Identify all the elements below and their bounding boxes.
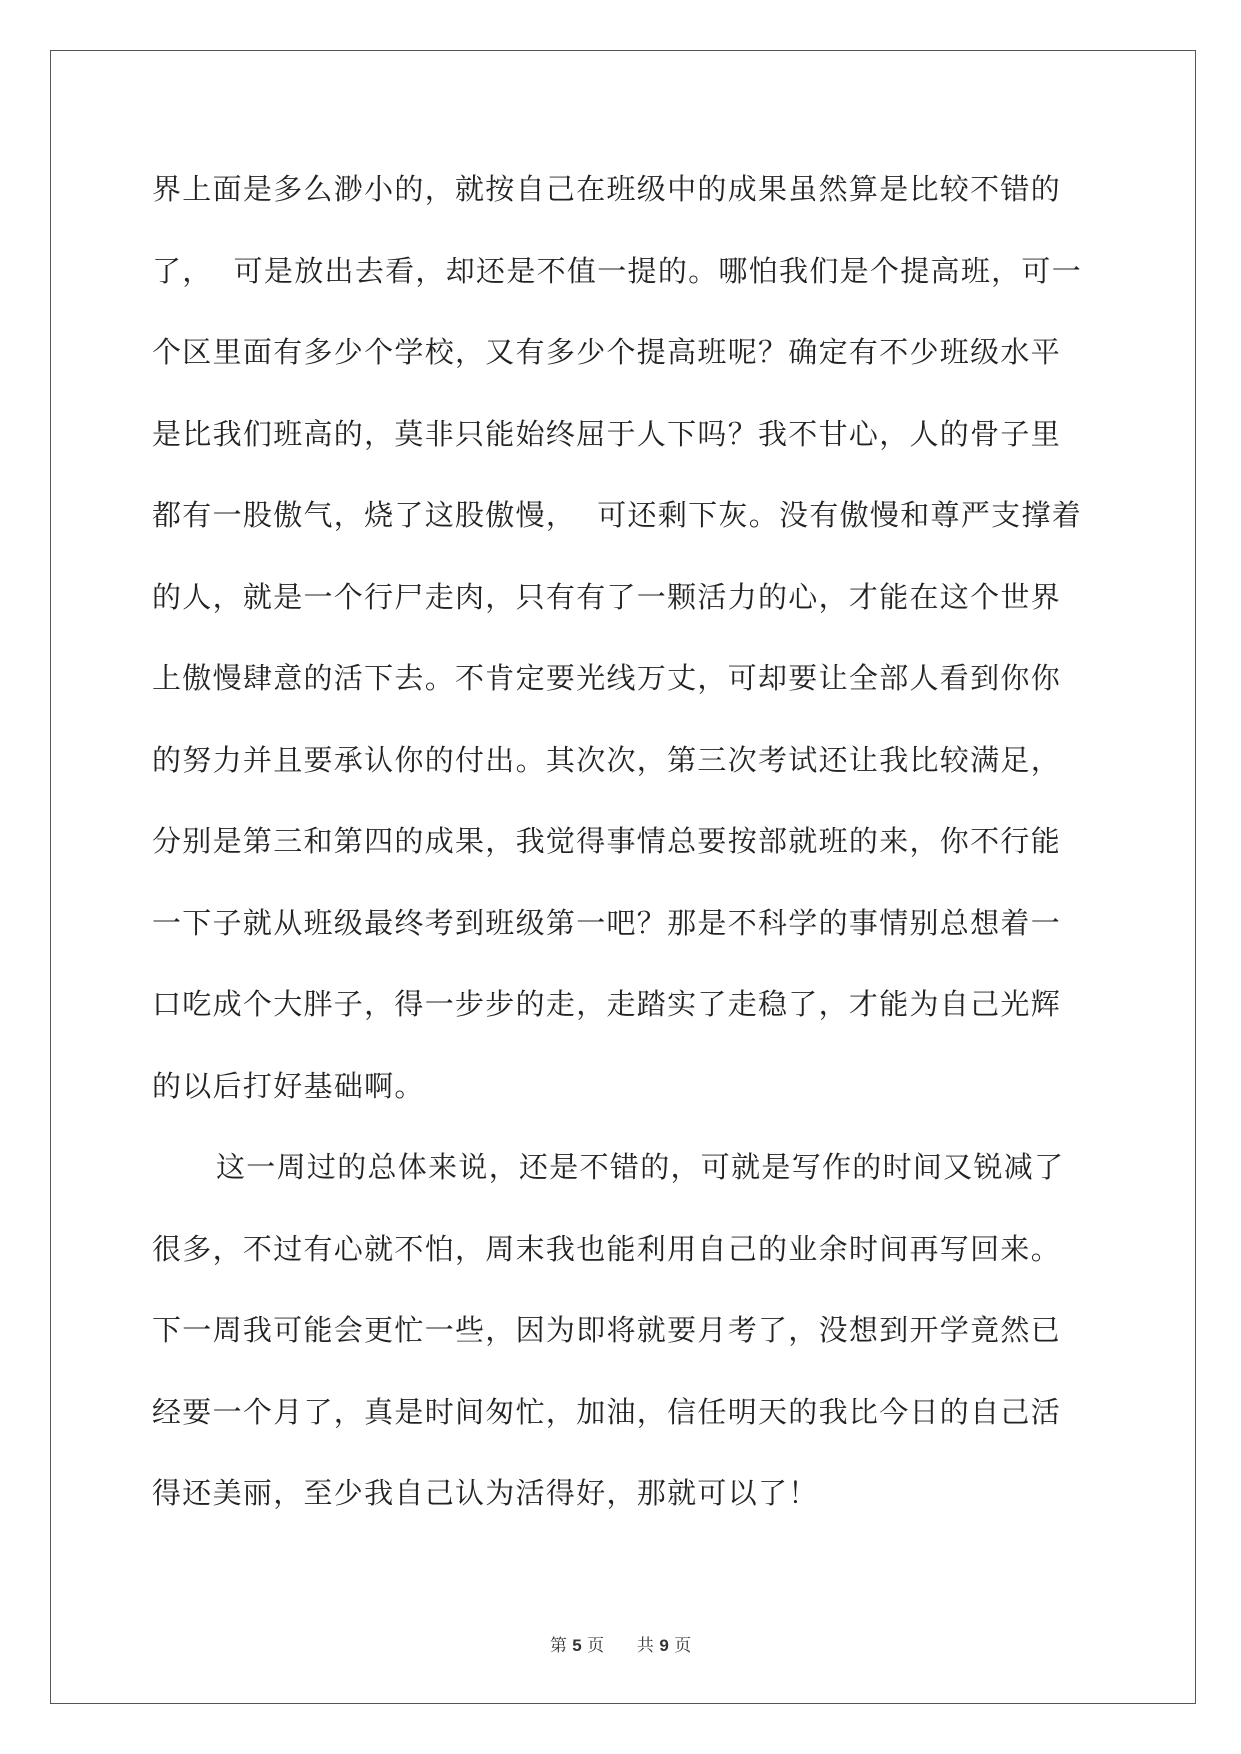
- text-line: 很多，不过有心就不怕，周末我也能利用自己的业余时间再写回来。: [152, 1231, 1062, 1266]
- text-line: 的以后打好基础啊。: [152, 1068, 425, 1103]
- page-prefix: 第: [549, 1636, 567, 1656]
- page-suffix: 页: [587, 1636, 605, 1656]
- text-line: 一下子就从班级最终考到班级第一吧？那是不科学的事情别总想着一: [152, 905, 1062, 940]
- text-line: 得还美丽，至少我自己认为活得好，那就可以了！: [152, 1476, 819, 1510]
- text-line: 是比我们班高的，莫非只能始终屈于人下吗？我不甘心，人的骨子里: [152, 416, 1062, 451]
- total-pages: 9: [659, 1636, 669, 1655]
- text-line: 了， 可是放出去看，却还是不值一提的。哪怕我们是个提高班，可一: [152, 253, 1083, 288]
- paragraph-start-line: 这一周过的总体来说，还是不错的，可就是写作的时间又锐减了: [216, 1150, 1065, 1184]
- text-line: 经要一个月了，真是时间匆忙，加油，信任明天的我比今日的自己活: [152, 1394, 1062, 1429]
- document-body: [152, 162, 1092, 1548]
- text-line: 下一周我可能会更忙一些，因为即将就要月考了，没想到开学竟然已: [152, 1313, 1062, 1347]
- text-line: 界上面是多么渺小的，就按自己在班级中的成果虽然算是比较不错的: [152, 172, 1062, 206]
- text-line: 的人，就是一个行尸走肉，只有有了一颗活力的心，才能在这个世界: [152, 579, 1062, 614]
- text-line: 个区里面有多少个学校，又有多少个提高班呢？确定有不少班级水平: [152, 335, 1062, 369]
- text-line: 口吃成个大胖子，得一步步的走，走踏实了走稳了，才能为自己光辉: [152, 987, 1062, 1021]
- page-footer: [0, 1631, 1241, 1656]
- text-line: 都有一股傲气，烧了这股傲慢， 可还剩下灰。没有傲慢和尊严支撑着: [152, 498, 1083, 532]
- page-number: 5: [572, 1636, 582, 1655]
- text-line: 上傲慢肆意的活下去。不肯定要光线万丈，可却要让全部人看到你你: [152, 661, 1062, 695]
- text-line: 分别是第三和第四的成果，我觉得事情总要按部就班的来，你不行能: [152, 824, 1062, 858]
- total-prefix: 共: [636, 1636, 654, 1656]
- text-line: 的努力并且要承认你的付出。其次次，第三次考试还让我比较满足，: [152, 742, 1062, 777]
- total-suffix: 页: [674, 1636, 692, 1656]
